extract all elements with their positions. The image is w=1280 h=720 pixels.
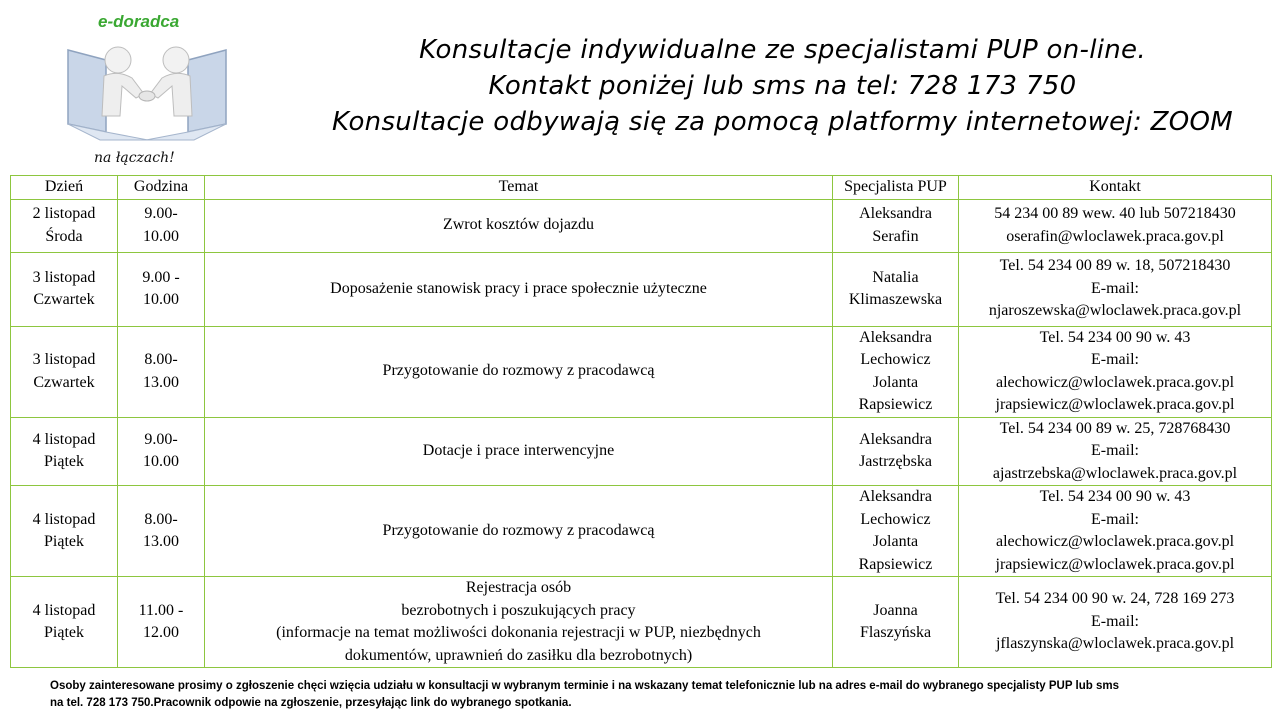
cell-specialist [833,577,959,668]
cell-topic-line: Przygotowanie do rozmowy z pracodawcą [382,362,655,380]
cell-contact-line: jrapsiewicz@wloclawek.praca.gov.pl [995,555,1235,573]
cell-day-line: 2 listopad [32,205,96,222]
cell-day-line: Piątek [44,624,84,641]
cell-topic-line: Rejestracja osób [465,579,572,596]
cell-specialist [833,199,959,252]
header-day: Dzień [11,176,118,200]
cell-specialist [833,486,959,577]
cell-specialist [833,326,959,417]
cell-time-line: 9.00- [144,205,178,222]
cell-specialist-line: Rapsiewicz [858,555,933,573]
cell-time [118,326,205,417]
cell-contact-line: E-mail: [1091,279,1139,297]
cell-time-line: 10.00 [143,227,179,245]
cell-specialist [833,252,959,326]
cell-contact [959,577,1272,668]
table-row [11,199,1272,252]
table-header-row [11,176,1272,200]
cell-topic-line: Przygotowanie do rozmowy z pracodawcą [382,521,655,539]
cell-contact-line: E-mail: [1091,351,1139,368]
cell-specialist-line: Aleksandra [859,328,932,346]
cell-contact-line: Tel. 54 234 00 90 w. 43 [1039,488,1191,505]
cell-time [118,199,205,252]
cell-contact-line: E-mail: [1091,510,1139,528]
table-body [11,199,1272,668]
cell-topic-line: Doposażenie stanowisk pracy i prace społecznie użyteczne [330,279,707,297]
cell-day [11,486,118,577]
cell-topic [205,417,833,486]
table-row [11,417,1272,486]
cell-contact [959,199,1272,252]
cell-specialist-line: Lechowicz [860,351,931,368]
table-row [11,486,1272,577]
cell-topic [205,577,833,668]
cell-contact [959,326,1272,417]
cell-day [11,326,118,417]
logo-brand-text: e-doradca [98,12,180,31]
cell-time [118,486,205,577]
cell-contact-line: jflaszynska@wloclawek.praca.gov.pl [995,635,1235,653]
cell-day-line: 3 listopad [32,351,96,368]
header-contact: Kontakt [959,176,1272,200]
cell-topic [205,252,833,326]
cell-time-line: 11.00 - [138,601,184,619]
cell-topic [205,486,833,577]
cell-specialist-line: Aleksandra [859,205,932,222]
cell-topic-line: (informacje na temat możliwości dokonania rejestracji w PUP, niezbędnych [276,624,761,641]
cell-topic-line: dokumentów, uprawnień do zasiłku dla bezrobotnych) [344,646,693,664]
cell-day-line: 3 listopad [32,268,96,286]
cell-specialist-line: Rapsiewicz [858,396,933,413]
cell-time [118,252,205,326]
cell-contact [959,417,1272,486]
cell-specialist-line: Jolanta [872,533,919,550]
cell-contact-line: alechowicz@wloclawek.praca.gov.pl [995,373,1235,391]
cell-contact-line: jrapsiewicz@wloclawek.praca.gov.pl [995,396,1235,413]
cell-contact-line: Tel. 54 234 00 90 w. 43 [1039,328,1191,346]
cell-specialist-line: Serafin [872,227,919,245]
cell-topic-line: Dotacje i prace interwencyjne [422,442,615,459]
cell-contact-line: njaroszewska@wloclawek.praca.gov.pl [988,302,1242,320]
header-topic: Temat [205,176,833,200]
cell-topic-line: Zwrot kosztów dojazdu [442,216,595,234]
cell-time [118,417,205,486]
cell-day-line: 4 listopad [32,430,96,448]
cell-contact-line: ajastrzebska@wloclawek.praca.gov.pl [992,464,1238,482]
cell-contact-line: 54 234 00 89 wew. 40 lub 507218430 [994,205,1236,222]
cell-day [11,417,118,486]
cell-specialist-line: Klimaszewska [848,291,943,308]
header-specialist: Specjalista PUP [833,176,959,200]
cell-topic-line: bezrobotnych i poszukujących pracy [401,601,636,619]
cell-day [11,252,118,326]
cell-specialist [833,417,959,486]
cell-specialist-line: Flaszyńska [859,624,932,641]
page-headline [290,32,1275,140]
cell-day-line: Czwartek [33,373,95,391]
cell-day [11,199,118,252]
cell-time-line: 12.00 [143,624,179,641]
cell-time-line: 13.00 [143,533,179,550]
cell-time-line: 9.00- [144,430,178,448]
headline-line-3: Konsultacje odbywają się za pomocą platformy internetowej: ZOOM [332,107,1233,137]
cell-time-line: 8.00- [144,351,178,368]
cell-contact-line: Tel. 54 234 00 89 w. 25, 728768430 [999,419,1231,437]
cell-specialist-line: Aleksandra [859,430,932,448]
cell-specialist-line: Lechowicz [860,510,931,528]
cell-day-line: Czwartek [33,291,95,308]
cell-contact [959,486,1272,577]
cell-contact-line: E-mail: [1091,612,1139,630]
header-time: Godzina [118,176,205,200]
e-doradca-logo [60,8,250,173]
cell-day-line: 4 listopad [32,601,96,619]
cell-specialist-line: Joanna [873,601,918,619]
headline-line-2: Kontakt poniżej lub sms na tel: 728 173 750 [488,71,1077,101]
headline-line-1: Konsultacje indywidualne ze specjalistami PUP on-line. [419,35,1146,65]
footer-line-1: Osoby zainteresowane prosimy o zgłoszenie chęci wzięcia udziału w konsultacji w wybranym terminie i na wskazany temat telefonicznie lub na adres e-mail do wybranego specjalisty PUP lub sms [50,680,1119,692]
cell-topic [205,199,833,252]
footer-line-2: na tel. 728 173 750.Pracownik odpowie na zgłoszenie, przesyłając link do wybranego spotkania. [50,697,572,709]
cell-contact-line: Tel. 54 234 00 89 w. 18, 507218430 [999,257,1231,275]
cell-time-line: 9.00 - [142,268,180,286]
cell-contact-line: Tel. 54 234 00 90 w. 24, 728 169 273 [995,590,1235,608]
cell-time-line: 10.00 [143,291,179,308]
cell-day [11,577,118,668]
cell-time-line: 10.00 [143,453,179,471]
cell-contact-line: E-mail: [1091,442,1139,459]
handshake-laptops-icon [60,32,240,147]
cell-contact-line: alechowicz@wloclawek.praca.gov.pl [995,533,1235,550]
cell-time-line: 8.00- [144,510,178,528]
cell-day-line: 4 listopad [32,510,96,528]
table-row [11,252,1272,326]
cell-specialist-line: Aleksandra [859,488,932,505]
cell-time [118,577,205,668]
cell-specialist-line: Jolanta [872,373,919,391]
cell-specialist-line: Jastrzębska [859,453,932,471]
table-row [11,577,1272,668]
table-row [11,326,1272,417]
cell-day-line: Piątek [44,453,84,471]
cell-contact [959,252,1272,326]
cell-day-line: Piątek [44,533,84,550]
cell-contact-line: oserafin@wloclawek.praca.gov.pl [1006,227,1224,245]
logo-tagline: na łączach! [94,150,175,166]
cell-day-line: Środa [45,227,83,245]
consultation-schedule-table [10,175,1272,668]
footer-note [50,678,1260,712]
cell-topic [205,326,833,417]
cell-time-line: 13.00 [143,373,179,391]
cell-specialist-line: Natalia [872,268,919,286]
